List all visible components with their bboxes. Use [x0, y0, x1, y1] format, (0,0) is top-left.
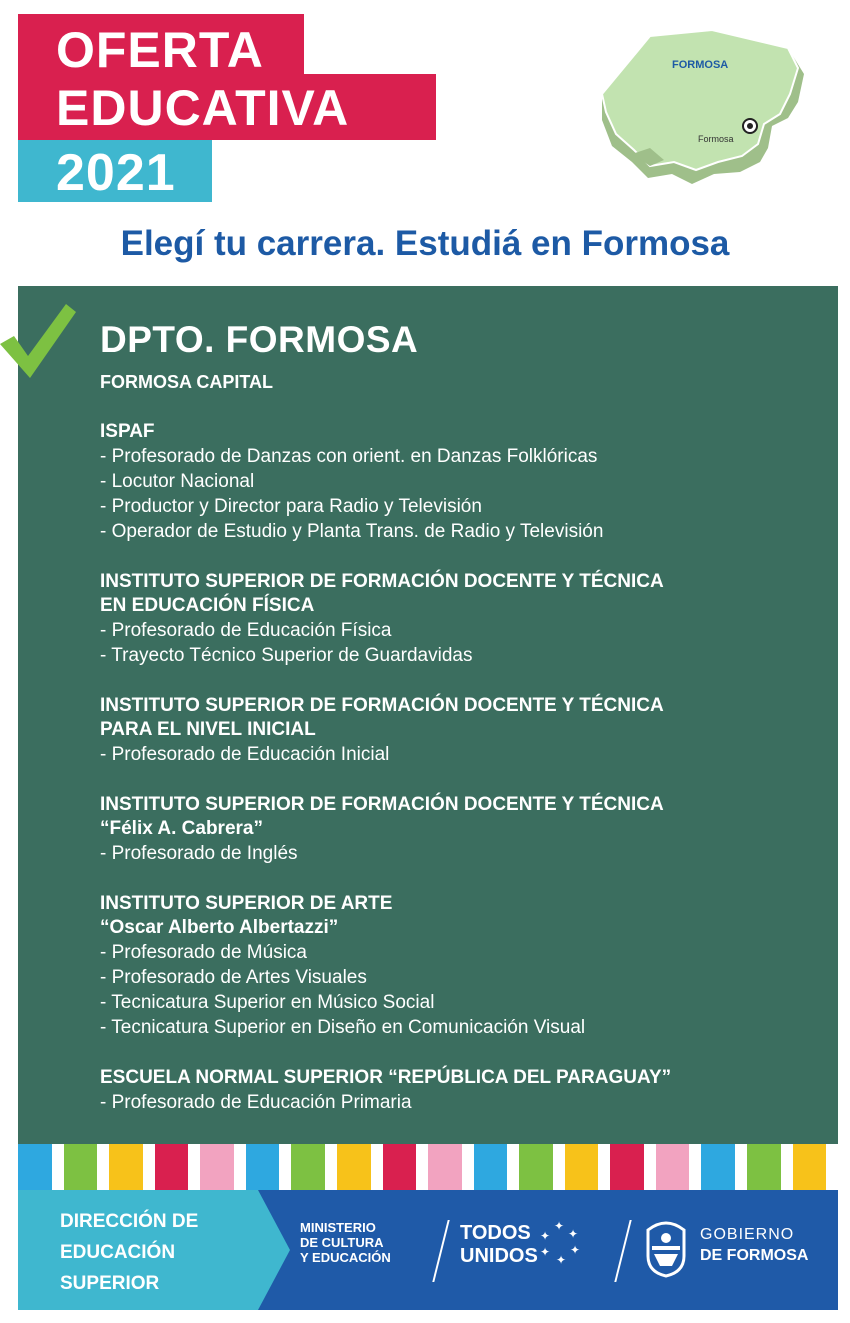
todos-unidos-line: TODOS [460, 1222, 531, 1244]
check-icon [0, 300, 78, 380]
map-region-label: FORMOSA [672, 59, 729, 71]
header-year: 2021 [56, 144, 176, 202]
direccion-line: EDUCACIÓN [60, 1242, 176, 1263]
color-square [337, 1144, 371, 1190]
footer-bar [18, 1190, 838, 1310]
color-square [747, 1144, 781, 1190]
program-item: - Profesorado de Música [100, 942, 307, 963]
header-title-line2: EDUCATIVA [56, 80, 350, 136]
institution-subtitle: EN EDUCACIÓN FÍSICA [100, 595, 315, 616]
institution-name-text: INSTITUTO SUPERIOR DE ARTE [100, 893, 393, 914]
institution-name [100, 892, 820, 940]
direccion-line: SUPERIOR [60, 1273, 160, 1294]
tagline: Elegí tu carrera. Estudiá en Formosa [120, 224, 730, 263]
color-square [246, 1144, 280, 1190]
institution-subtitle: “Félix A. Cabrera” [100, 818, 263, 839]
department-content [100, 318, 820, 1115]
program-item: - Profesorado de Educación Física [100, 620, 392, 641]
ministerio-label [300, 1220, 391, 1265]
color-square [428, 1144, 462, 1190]
institution-name-text: ESCUELA NORMAL SUPERIOR “REPÚBLICA DEL PARAGUAY” [100, 1067, 672, 1088]
institution-subtitle: “Oscar Alberto Albertazzi” [100, 917, 339, 938]
todos-unidos-star-icon [536, 1218, 586, 1268]
svg-text:✦: ✦ [540, 1245, 551, 1259]
program-item: - Profesorado de Educación Primaria [100, 1092, 412, 1113]
program-item: - Profesorado de Artes Visuales [100, 967, 367, 988]
program-item: - Tecnicatura Superior en Diseño en Comunicación Visual [100, 1017, 586, 1038]
color-square [610, 1144, 644, 1190]
color-square [474, 1144, 508, 1190]
header-title-line1: OFERTA [56, 22, 264, 78]
institution-name-text: INSTITUTO SUPERIOR DE FORMACIÓN DOCENTE Y TÉCNICA [100, 571, 664, 592]
color-square [519, 1144, 553, 1190]
institution-name-text: INSTITUTO SUPERIOR DE FORMACIÓN DOCENTE Y TÉCNICA [100, 794, 664, 815]
gobierno-label [700, 1224, 808, 1266]
institution-name [100, 694, 820, 742]
svg-text:✦: ✦ [556, 1253, 567, 1267]
formosa-coat-of-arms-icon [642, 1216, 690, 1278]
institution-block [100, 570, 820, 668]
program-item: - Tecnicatura Superior en Músico Social [100, 992, 435, 1013]
program-item: - Trayecto Técnico Superior de Guardavidas [100, 645, 473, 666]
institution-name [100, 420, 820, 444]
color-square [793, 1144, 827, 1190]
color-square [383, 1144, 417, 1190]
color-square [565, 1144, 599, 1190]
color-square [155, 1144, 189, 1190]
department-title: DPTO. FORMOSA [100, 319, 419, 360]
todos-unidos-logo [460, 1222, 538, 1268]
program-item: - Productor y Director para Radio y Televisión [100, 496, 482, 517]
institution-block [100, 1066, 820, 1115]
footer-divider [432, 1220, 449, 1282]
program-item: - Profesorado de Danzas con orient. en Danzas Folklóricas [100, 446, 598, 467]
program-item: - Operador de Estudio y Planta Trans. de Radio y Televisión [100, 521, 604, 542]
institution-block [100, 892, 820, 1040]
program-item: - Profesorado de Educación Inicial [100, 744, 390, 765]
institution-block [100, 694, 820, 767]
direccion-label [60, 1206, 198, 1299]
formosa-map-icon [592, 22, 812, 194]
gobierno-line: DE FORMOSA [700, 1247, 809, 1264]
color-square [109, 1144, 143, 1190]
program-item: - Locutor Nacional [100, 471, 255, 492]
gobierno-line: GOBIERNO [700, 1226, 795, 1243]
color-square [18, 1144, 52, 1190]
svg-text:✦: ✦ [554, 1219, 565, 1233]
program-item: - Profesorado de Inglés [100, 843, 298, 864]
institution-name [100, 793, 820, 841]
color-square [64, 1144, 98, 1190]
svg-text:✦: ✦ [540, 1229, 551, 1243]
map-city-label: Formosa [698, 134, 734, 144]
institution-name-text: INSTITUTO SUPERIOR DE FORMACIÓN DOCENTE Y TÉCNICA [100, 695, 664, 716]
institution-list [100, 420, 820, 1115]
direccion-line: DIRECCIÓN DE [60, 1211, 199, 1232]
color-square [291, 1144, 325, 1190]
ministerio-line: Y EDUCACIÓN [300, 1250, 391, 1265]
ministerio-line: MINISTERIO [300, 1220, 376, 1235]
institution-name [100, 1066, 820, 1090]
institution-block [100, 793, 820, 866]
institution-block [100, 420, 820, 544]
svg-text:✦: ✦ [570, 1243, 581, 1257]
ministerio-line: DE CULTURA [300, 1235, 384, 1250]
institution-subtitle: PARA EL NIVEL INICIAL [100, 719, 316, 740]
institution-name [100, 570, 820, 618]
institution-name-text: ISPAF [100, 421, 155, 442]
footer-divider [614, 1220, 631, 1282]
color-strip [18, 1144, 838, 1190]
color-square [200, 1144, 234, 1190]
city-heading: FORMOSA CAPITAL [100, 372, 273, 392]
color-square [656, 1144, 690, 1190]
todos-unidos-line: UNIDOS [460, 1245, 538, 1267]
svg-text:✦: ✦ [568, 1227, 579, 1241]
color-square [701, 1144, 735, 1190]
